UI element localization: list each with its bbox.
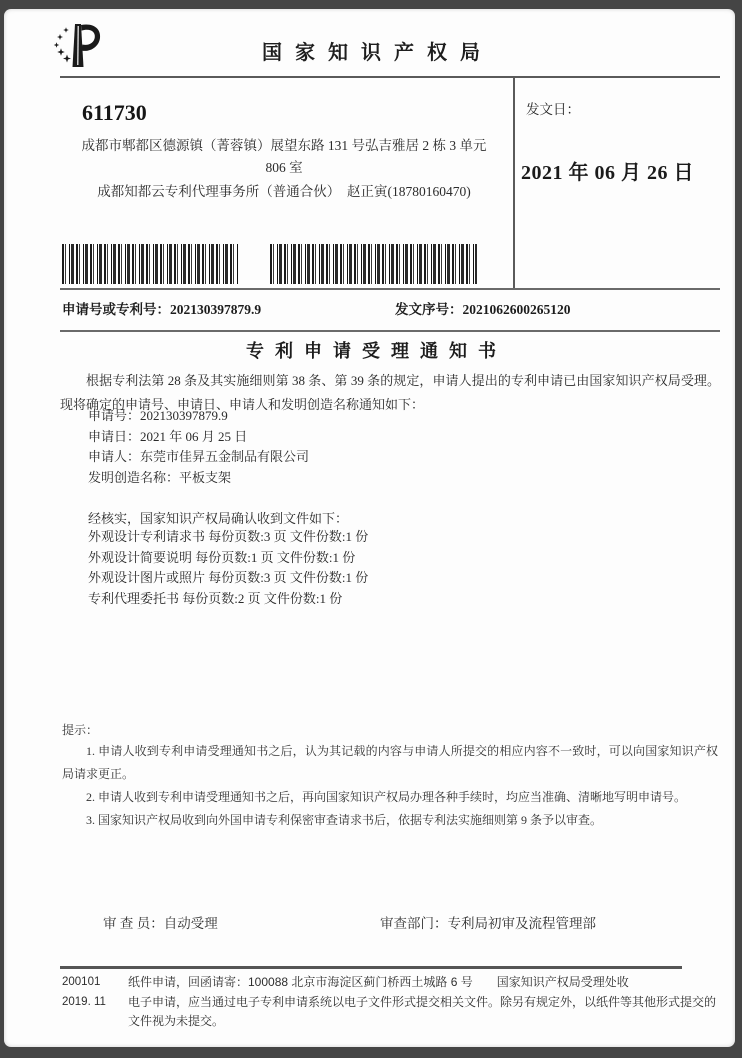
header-rule — [60, 76, 720, 78]
app-number-value: 202130397879.9 — [170, 302, 262, 317]
confirm-line: 经核实，国家知识产权局确认收到文件如下： — [88, 511, 349, 526]
app-number-row — [62, 298, 261, 318]
examiner-label: 审 查 员： — [103, 916, 164, 931]
recipient-address-line2: 806 室 — [265, 160, 303, 175]
footer-rule — [60, 966, 682, 969]
document-item: 专利代理委托书 每份页数:2 页 文件份数:1 份 — [88, 590, 343, 606]
notice-intro: 根据专利法第 28 条及其实施细则第 38 条、第 39 条的规定，申请人提出的专利申请已由国家知识产权局受理。现将确定的申请号、申请日、申请人和发明创造名称通知如下： — [60, 373, 720, 412]
field-row — [88, 406, 309, 427]
barcode — [270, 244, 477, 284]
dispatch-date-value: 2021 年 06 月 26 日 — [521, 162, 694, 184]
field-value: 东莞市佳昇五金制品有限公司 — [140, 449, 310, 464]
tips-heading: 提示： — [62, 723, 99, 737]
document-item: 外观设计专利请求书 每份页数:3 页 文件份数:1 份 — [88, 529, 369, 544]
department-value: 专利局初审及流程管理部 — [447, 916, 596, 931]
serial-number-row — [395, 298, 571, 318]
field-row — [88, 468, 309, 489]
field-label: 申请人： — [88, 449, 141, 464]
section-rule — [60, 330, 720, 332]
field-label: 发明创造名称： — [88, 469, 180, 485]
dispatch-date-label: 发文日： — [526, 102, 580, 117]
serial-number-value: 2021062600265120 — [462, 302, 571, 317]
recipient-address-line1: 成都市郫都区德源镇（菁蓉镇）展望东路 131 号弘吉雅居 2 栋 3 单元 — [81, 138, 487, 153]
field-label: 申请号： — [88, 408, 141, 423]
field-row — [88, 447, 309, 468]
footer-code: 200101 — [62, 976, 101, 988]
footer-line1: 纸件申请，回函请寄：100088 北京市海淀区蓟门桥西土城路 6 号 国家知识产权局受理处收 — [128, 975, 629, 989]
notice-title: 专利申请受理通知书 — [246, 341, 507, 361]
document-item: 外观设计简要说明 每份页数:1 页 文件份数:1 份 — [88, 549, 356, 565]
field-row — [88, 427, 309, 448]
org-name: 国家知识产权局 — [262, 42, 493, 64]
field-value: 2021 年 06 月 25 日 — [140, 428, 248, 444]
field-value: 平板支架 — [179, 469, 232, 485]
field-label: 申请日： — [88, 428, 141, 444]
footer-line2: 电子申请，应当通过电子专利申请系统以电子文件形式提交相关文件。除另有规定外，以纸件等其他形式提交的文件视为未提交。 — [128, 994, 717, 1028]
field-value: 202130397879.9 — [140, 408, 228, 423]
application-fields — [88, 406, 309, 488]
tip-item: 3. 国家知识产权局收到向外国申请专利保密审查请求书后，依据专利法实施细则第 9 条予以审查。 — [86, 813, 603, 827]
footer-codes — [62, 973, 106, 1012]
tip-item: 1. 申请人收到专利申请受理通知书之后，认为其记载的内容与申请人所提交的相应内容不一致时，可以向国家知识产权局请求更正。 — [62, 744, 718, 781]
footer-code: 2019. 11 — [62, 995, 106, 1008]
recipient-agency-line: 成都知都云专利代理事务所（普通合伙） 赵正寅(18780160470) — [97, 184, 471, 199]
barcode — [62, 244, 238, 284]
serial-number-label: 发文序号： — [395, 302, 463, 317]
column-divider — [513, 77, 515, 288]
section-rule — [60, 288, 720, 290]
department-label: 审查部门： — [380, 916, 448, 931]
examiner-value: 自动受理 — [163, 916, 218, 931]
document-item: 外观设计图片或照片 每份页数:3 页 文件份数:1 份 — [88, 570, 369, 585]
tip-item: 2. 申请人收到专利申请受理通知书之后，再向国家知识产权局办理各种手续时，均应当准确、清晰地写明申请号。 — [86, 790, 687, 804]
app-number-label: 申请号或专利号： — [62, 302, 170, 317]
postal-code: 611730 — [82, 100, 147, 125]
footer-text — [128, 973, 716, 1032]
received-documents — [88, 527, 368, 609]
examiner-row — [103, 912, 218, 932]
department-row — [380, 912, 596, 932]
